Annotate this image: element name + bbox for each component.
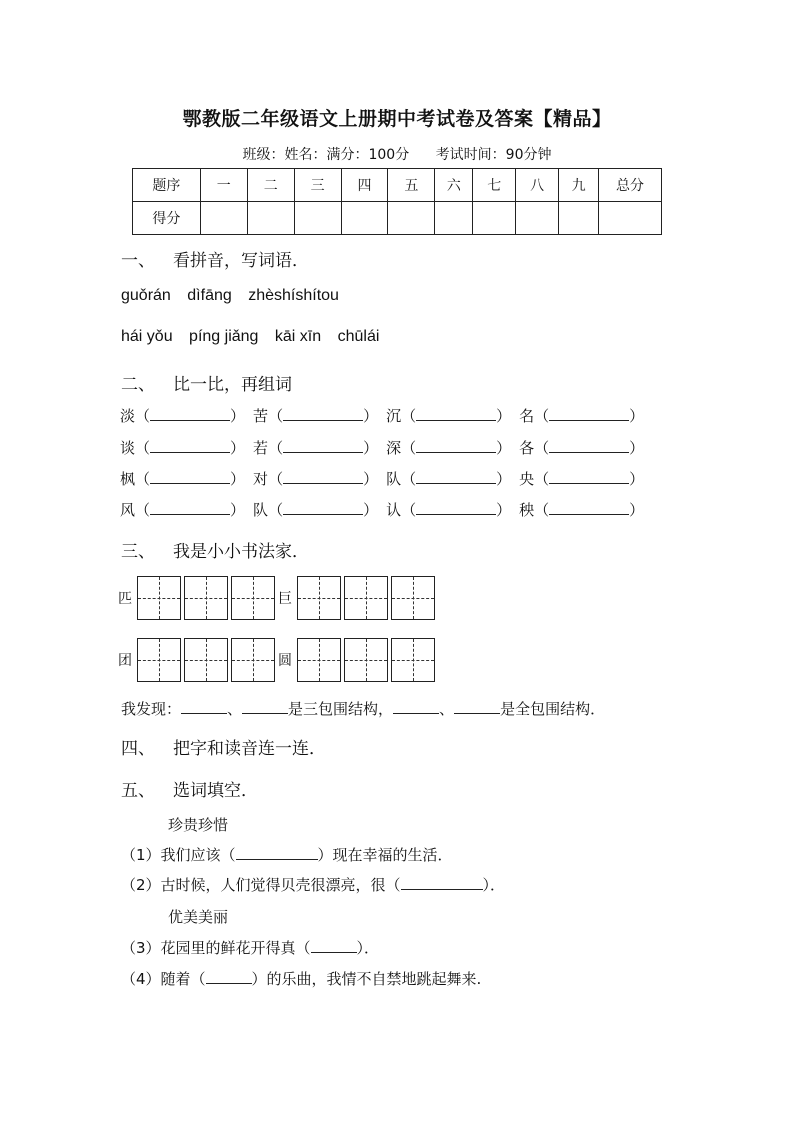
section-1-heading xyxy=(121,246,309,271)
compare-word-item xyxy=(120,468,245,489)
exam-time: 考试时间：90分钟 xyxy=(435,147,552,163)
pinyin-row-1 xyxy=(121,287,339,305)
paren-open: （ xyxy=(268,439,284,457)
paren-open: （ xyxy=(534,439,550,457)
compare-char: 队 xyxy=(386,470,402,488)
paren-open: （ xyxy=(135,501,151,519)
header-cell: 四 xyxy=(341,169,388,202)
score-cell[interactable] xyxy=(294,202,341,235)
compare-char: 名 xyxy=(519,407,535,425)
answer-blank[interactable] xyxy=(181,699,227,714)
paren-open: （ xyxy=(534,407,550,425)
answer-blank[interactable] xyxy=(242,699,288,714)
pinyin-word: dìfāng xyxy=(187,287,232,304)
answer-blank[interactable] xyxy=(393,699,439,714)
question-text: ）现在幸福的生活． xyxy=(317,846,453,864)
compare-word-row xyxy=(120,499,652,520)
answer-blank[interactable] xyxy=(206,969,252,984)
compare-word-item xyxy=(519,405,644,426)
section-title: 我是小小书法家． xyxy=(173,542,309,562)
compare-word-item xyxy=(386,468,511,489)
compare-char: 枫 xyxy=(120,470,136,488)
writing-box[interactable] xyxy=(231,638,275,682)
finding-mid: 是三包围结构， xyxy=(288,700,394,718)
section-title: 看拼音，写词语． xyxy=(173,251,309,271)
section-3-heading xyxy=(121,537,309,562)
score-cell[interactable] xyxy=(435,202,473,235)
compare-word-row xyxy=(120,437,652,458)
compare-char: 认 xyxy=(386,501,402,519)
model-char: 团 xyxy=(118,653,132,669)
paren-open: （ xyxy=(534,470,550,488)
paren-close: ） xyxy=(496,501,512,519)
header-cell: 三 xyxy=(294,169,341,202)
compare-word-row xyxy=(120,468,652,489)
answer-blank[interactable] xyxy=(283,438,363,453)
compare-char: 秧 xyxy=(519,501,535,519)
section-title: 选词填空． xyxy=(173,781,258,801)
section-number: 一、 xyxy=(121,251,155,271)
score-cell[interactable] xyxy=(516,202,559,235)
class-name-score: 班级：姓名：满分：100分 xyxy=(242,147,410,163)
answer-blank[interactable] xyxy=(416,406,496,421)
question-text: （4）随着（ xyxy=(121,970,206,988)
compare-word-item xyxy=(120,437,245,458)
answer-blank[interactable] xyxy=(416,469,496,484)
paren-open: （ xyxy=(401,407,417,425)
compare-char: 深 xyxy=(386,439,402,457)
pinyin-word: píng jiǎng xyxy=(189,328,259,345)
answer-blank[interactable] xyxy=(150,500,230,515)
model-char: 圆 xyxy=(278,653,292,669)
pinyin-word: hái yǒu xyxy=(121,328,173,345)
separator: 、 xyxy=(439,700,455,718)
question-1 xyxy=(121,844,453,865)
paren-open: （ xyxy=(268,407,284,425)
writing-box[interactable] xyxy=(297,576,341,620)
paren-close: ） xyxy=(363,470,379,488)
compare-char: 淡 xyxy=(120,407,136,425)
header-cell: 六 xyxy=(435,169,473,202)
compare-word-item xyxy=(386,405,511,426)
paren-open: （ xyxy=(268,470,284,488)
pinyin-word: zhèshíshítou xyxy=(248,287,339,304)
compare-word-row xyxy=(120,405,652,426)
paren-close: ） xyxy=(230,470,246,488)
question-4 xyxy=(121,968,481,989)
writing-grid-row-1 xyxy=(118,576,438,620)
score-cell[interactable] xyxy=(247,202,294,235)
paren-open: （ xyxy=(534,501,550,519)
question-text: ）的乐曲，我情不自禁地跳起舞来. xyxy=(251,970,482,988)
paren-close: ） xyxy=(363,407,379,425)
model-char: 巨 xyxy=(278,591,292,607)
header-cell: 题序 xyxy=(133,169,201,202)
question-text: （2）古时候，人们觉得贝壳很漂亮，很（ xyxy=(121,876,401,894)
page-title: 鄂教版二年级语文上册期中考试卷及答案【精品】 xyxy=(182,108,612,130)
paren-open: （ xyxy=(135,439,151,457)
finding-end: 是全包围结构． xyxy=(500,700,606,718)
section-4-heading xyxy=(121,734,326,759)
compare-word-item xyxy=(519,437,644,458)
compare-char: 谈 xyxy=(120,439,136,457)
paren-close: ） xyxy=(230,407,246,425)
question-2 xyxy=(121,874,505,895)
answer-blank[interactable] xyxy=(549,500,629,515)
answer-blank[interactable] xyxy=(454,699,500,714)
score-table xyxy=(132,168,662,235)
compare-char: 各 xyxy=(519,439,535,457)
paren-close: ） xyxy=(496,407,512,425)
finding-lead: 我发现： xyxy=(121,700,182,718)
paren-open: （ xyxy=(268,501,284,519)
score-cell[interactable] xyxy=(473,202,516,235)
writing-grid-row-2 xyxy=(118,638,438,682)
paren-close: ） xyxy=(629,439,645,457)
answer-blank[interactable] xyxy=(150,438,230,453)
answer-blank[interactable] xyxy=(236,845,318,860)
compare-word-item xyxy=(120,499,245,520)
paren-close: ） xyxy=(230,501,246,519)
compare-char: 央 xyxy=(519,470,535,488)
compare-word-item xyxy=(519,468,644,489)
paren-open: （ xyxy=(135,407,151,425)
answer-blank[interactable] xyxy=(283,406,363,421)
finding-line xyxy=(121,698,605,719)
answer-blank[interactable] xyxy=(549,406,629,421)
section-2-heading xyxy=(121,370,292,395)
answer-blank[interactable] xyxy=(549,469,629,484)
section-number: 五、 xyxy=(121,781,155,801)
answer-blank[interactable] xyxy=(416,438,496,453)
writing-box[interactable] xyxy=(231,576,275,620)
compare-char: 沉 xyxy=(386,407,402,425)
score-cell[interactable] xyxy=(599,202,662,235)
compare-word-item xyxy=(253,468,378,489)
writing-box[interactable] xyxy=(137,638,181,682)
paren-close: ） xyxy=(230,439,246,457)
score-table-row xyxy=(133,202,662,235)
paren-open: （ xyxy=(401,501,417,519)
section-number: 四、 xyxy=(121,739,155,759)
header-cell: 二 xyxy=(247,169,294,202)
writing-box[interactable] xyxy=(184,638,228,682)
compare-word-item xyxy=(386,437,511,458)
writing-box[interactable] xyxy=(391,576,435,620)
compare-char: 队 xyxy=(253,501,269,519)
answer-blank[interactable] xyxy=(150,406,230,421)
question-text: （3）花园里的鲜花开得真（ xyxy=(121,939,311,957)
section-number: 三、 xyxy=(121,542,155,562)
model-char: 匹 xyxy=(118,591,132,607)
question-text: （1）我们应该（ xyxy=(121,846,236,864)
answer-blank[interactable] xyxy=(401,875,483,890)
paren-open: （ xyxy=(401,439,417,457)
exam-info xyxy=(0,144,794,164)
question-text: ）． xyxy=(482,876,506,894)
paren-close: ） xyxy=(629,501,645,519)
pinyin-row-2 xyxy=(121,328,379,346)
compare-word-item xyxy=(253,405,378,426)
writing-box[interactable] xyxy=(344,576,388,620)
compare-word-item xyxy=(519,499,644,520)
compare-char: 风 xyxy=(120,501,136,519)
row-label: 得分 xyxy=(133,202,201,235)
paren-close: ） xyxy=(496,470,512,488)
pinyin-word: chūlái xyxy=(337,328,380,345)
compare-word-item xyxy=(386,499,511,520)
compare-char: 对 xyxy=(253,470,269,488)
word-bank-2: 优美美丽 xyxy=(168,908,229,926)
compare-word-item xyxy=(253,437,378,458)
writing-box[interactable] xyxy=(137,576,181,620)
word-bank-1: 珍贵珍惜 xyxy=(168,816,229,834)
pinyin-word: kāi xīn xyxy=(274,328,322,345)
section-5-heading xyxy=(121,776,258,801)
header-cell: 一 xyxy=(200,169,247,202)
writing-box[interactable] xyxy=(391,638,435,682)
paren-close: ） xyxy=(629,470,645,488)
header-cell: 八 xyxy=(516,169,559,202)
header-cell: 九 xyxy=(559,169,599,202)
answer-blank[interactable] xyxy=(549,438,629,453)
section-number: 二、 xyxy=(121,375,155,395)
paren-close: ） xyxy=(496,439,512,457)
writing-box[interactable] xyxy=(344,638,388,682)
header-cell: 五 xyxy=(388,169,435,202)
paren-close: ） xyxy=(629,407,645,425)
score-cell[interactable] xyxy=(388,202,435,235)
writing-box[interactable] xyxy=(297,638,341,682)
compare-char: 苦 xyxy=(253,407,269,425)
section-title: 把字和读音连一连． xyxy=(173,739,326,759)
writing-box[interactable] xyxy=(184,576,228,620)
answer-blank[interactable] xyxy=(150,469,230,484)
pinyin-word: guǒrán xyxy=(121,287,171,304)
score-cell[interactable] xyxy=(559,202,599,235)
header-cell: 总分 xyxy=(599,169,662,202)
header-cell: 七 xyxy=(473,169,516,202)
score-table-header xyxy=(133,169,662,202)
answer-blank[interactable] xyxy=(283,469,363,484)
compare-char: 若 xyxy=(253,439,269,457)
answer-blank[interactable] xyxy=(416,500,496,515)
paren-open: （ xyxy=(401,470,417,488)
compare-word-item xyxy=(120,405,245,426)
separator: 、 xyxy=(227,700,243,718)
answer-blank[interactable] xyxy=(311,938,357,953)
score-cell[interactable] xyxy=(200,202,247,235)
question-text: ）． xyxy=(356,939,380,957)
section-title: 比一比，再组词 xyxy=(173,375,292,395)
paren-close: ） xyxy=(363,501,379,519)
paren-open: （ xyxy=(135,470,151,488)
score-cell[interactable] xyxy=(341,202,388,235)
answer-blank[interactable] xyxy=(283,500,363,515)
paren-close: ） xyxy=(363,439,379,457)
question-3 xyxy=(121,937,379,958)
compare-word-item xyxy=(253,499,378,520)
